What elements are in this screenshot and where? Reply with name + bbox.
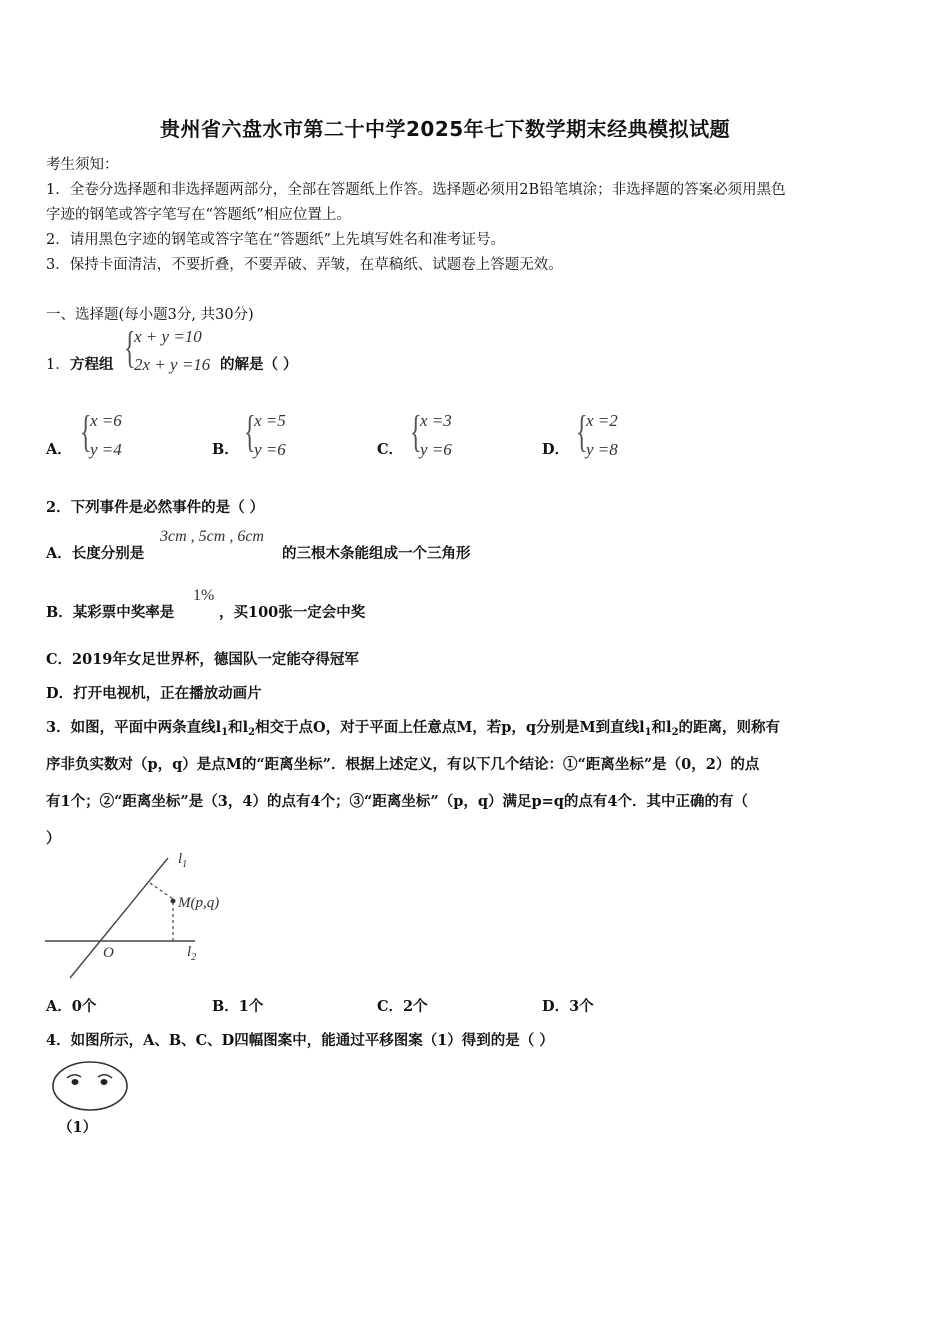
q3-line-1: 3．如图，平面中两条直线$l_1$和$l_2$相交于点O，对于平面上任意点M，若p，q分别是M到直线$l_1$和$l_2$的距离，则称有 xyxy=(46,719,781,738)
q3-line-4: ） xyxy=(46,830,61,847)
q2-option-a-label: A．长度分别是 xyxy=(46,545,145,562)
q1-option-d-label: D． xyxy=(542,441,570,458)
q1-option-a-brace: { xyxy=(80,407,92,456)
page-title: 贵州省六盘水市第二十中学2025年七下数学期末经典模拟试题 xyxy=(160,117,731,141)
label-m: M(p,q) xyxy=(178,895,220,911)
q4-figure-label: （1） xyxy=(58,1119,98,1136)
q1-option-b-y: y =6 xyxy=(254,440,286,459)
q1-option-b-brace: { xyxy=(244,407,256,456)
q3-line-3: 有1个；②“距离坐标”是（3，4）的点有4个；③“距离坐标”（p，q）满足p=q的点有4个．其中正确的有（ xyxy=(46,793,749,810)
label-l1: $l_1$ xyxy=(178,851,188,870)
q3-option-a: A．0个 xyxy=(46,998,97,1015)
q1-option-c-x: x =3 xyxy=(420,411,452,430)
q1-number: 1． xyxy=(46,357,70,373)
q3-option-d: D．3个 xyxy=(542,998,594,1015)
right-eyebrow xyxy=(98,1075,112,1078)
q1-option-c-brace: { xyxy=(410,407,422,456)
left-eyebrow xyxy=(67,1075,81,1078)
q2-option-a-math: 3cm , 5cm , 6cm xyxy=(160,528,264,545)
q1-eq2: 2x + y =16 xyxy=(134,355,211,374)
notice-line-2: 字迹的钢笔或答字笔写在“答题纸”相应位置上。 xyxy=(46,207,351,223)
section-heading: 一、选择题(每小题3分, 共30分) xyxy=(46,307,254,323)
q1-option-c-y: y =6 xyxy=(420,440,452,459)
notice-line-3: 2．请用黑色字迹的钢笔或答字笔在“答题纸”上先填写姓名和准考证号。 xyxy=(46,232,506,248)
q1-option-d-y: y =8 xyxy=(586,440,618,459)
q2-option-c: C．2019年女足世界杯，德国队一定能夺得冠军 xyxy=(46,651,359,668)
label-l2: $l_2$ xyxy=(187,944,197,963)
q4-stem: 4．如图所示，A、B、C、D四幅图案中，能通过平移图案（1）得到的是（ ） xyxy=(46,1032,554,1049)
q1-option-b-x: x =5 xyxy=(254,411,286,430)
q2-option-b-label: B．某彩票中奖率是 xyxy=(46,604,175,621)
q2-option-d: D．打开电视机，正在播放动画片 xyxy=(46,685,262,702)
q2-option-b-text: ，买100张一定会中奖 xyxy=(219,604,366,621)
notice-line-4: 3．保持卡面清洁，不要折叠，不要弄破、弄皱，在草稿纸、试题卷上答题无效。 xyxy=(46,257,563,273)
q1-option-d-x: x =2 xyxy=(586,411,618,430)
notice-heading: 考生须知： xyxy=(46,157,119,173)
q3-option-b: B．1个 xyxy=(212,998,264,1015)
q1-option-a-x: x =6 xyxy=(90,411,122,430)
q1-option-a-label: A． xyxy=(46,441,72,458)
q1-brace: { xyxy=(124,323,136,372)
q2-option-b-math: 1% xyxy=(193,587,215,604)
right-eye xyxy=(101,1079,108,1085)
face-outline xyxy=(53,1062,127,1110)
q2-option-a-text: 的三根木条能组成一个三角形 xyxy=(282,545,471,562)
q1-post: 的解是（ ） xyxy=(220,356,298,373)
q3-figure xyxy=(40,850,240,980)
perpendicular-to-l1 xyxy=(150,883,173,899)
left-eye xyxy=(72,1079,79,1085)
q2-stem: 2．下列事件是必然事件的是（ ） xyxy=(46,499,265,516)
q1-option-b-label: B． xyxy=(212,441,239,458)
line-l1 xyxy=(70,858,168,978)
q1-option-a-y: y =4 xyxy=(90,440,122,459)
q1-eq1: x + y =10 xyxy=(134,327,202,346)
q1-pre: 方程组 xyxy=(70,356,114,373)
q1-option-d-brace: { xyxy=(576,407,588,456)
q1-option-c-label: C． xyxy=(377,441,404,458)
label-o: O xyxy=(103,945,114,961)
point-m xyxy=(171,899,176,904)
q3-line-2: 序非负实数对（p，q）是点M的“距离坐标”．根据上述定义，有以下几个结论：①“距离坐标”是（0，2）的点 xyxy=(46,756,760,773)
q3-option-c: C．2个 xyxy=(377,998,428,1015)
q4-face-figure xyxy=(50,1060,134,1116)
notice-line-1: 1．全卷分选择题和非选择题两部分，全部在答题纸上作答。选择题必须用2B铅笔填涂；非选择题的答案必须用黑色 xyxy=(46,182,786,198)
